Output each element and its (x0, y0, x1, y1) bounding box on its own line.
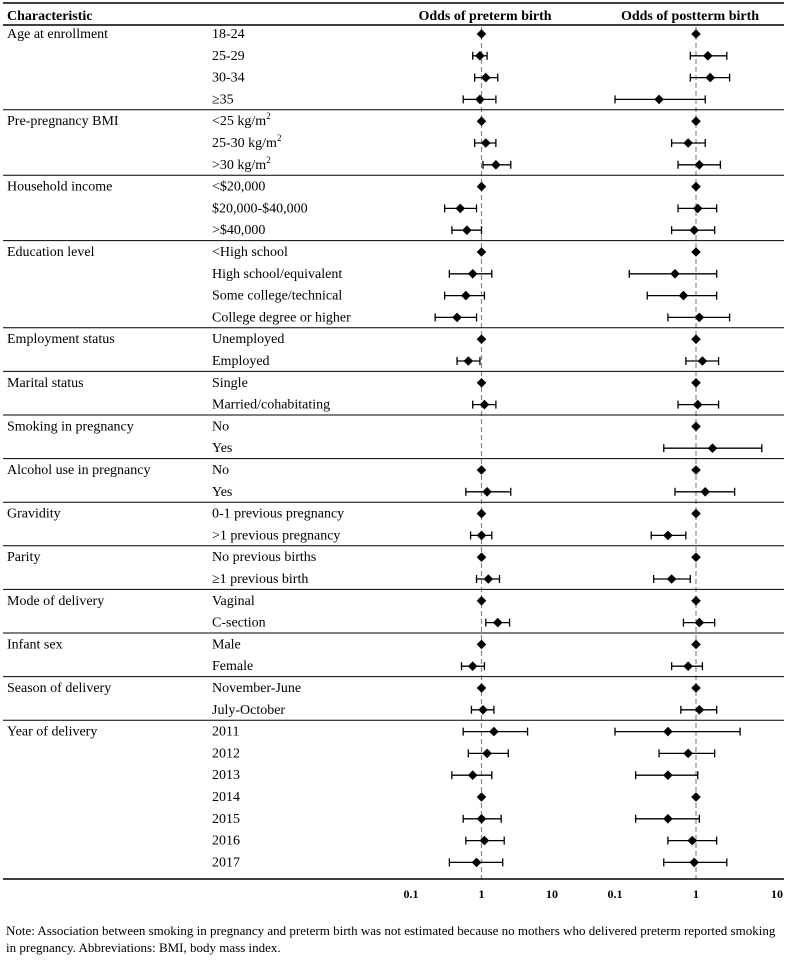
level-label (212, 133, 281, 151)
point-estimate-postterm (691, 792, 701, 802)
level-label-text: >30 kg/m (212, 157, 267, 173)
point-estimate-postterm (708, 443, 718, 453)
level-label (212, 27, 245, 42)
level-label-text: 0-1 previous pregnancy (212, 506, 345, 522)
level-label (212, 245, 288, 260)
level-label-text: ≥1 previous birth (212, 572, 309, 587)
point-estimate-postterm (698, 356, 708, 366)
group-label: Parity (7, 550, 41, 566)
level-label (212, 180, 265, 195)
point-estimate-postterm (683, 138, 693, 148)
point-estimate-preterm (477, 334, 487, 344)
level-label (212, 111, 271, 129)
point-estimate-preterm (475, 95, 485, 105)
point-estimate-postterm (683, 749, 693, 759)
point-estimate-preterm (468, 269, 478, 279)
level-label (212, 398, 330, 413)
header-postterm: Odds of postterm birth (620, 9, 760, 24)
point-estimate-preterm (477, 596, 487, 606)
group-label: Education level (7, 245, 95, 260)
level-label (212, 507, 344, 522)
level-label (212, 790, 240, 805)
point-estimate-preterm (477, 247, 487, 257)
point-estimate-postterm (705, 73, 715, 83)
group-label: Mode of delivery (7, 593, 105, 609)
point-estimate-preterm (477, 182, 487, 192)
point-estimate-postterm (663, 727, 673, 737)
level-label (212, 267, 342, 282)
level-label (212, 681, 301, 696)
point-estimate-preterm (455, 204, 465, 214)
point-estimate-preterm (493, 618, 503, 628)
point-estimate-postterm (689, 858, 699, 868)
point-estimate-preterm (477, 814, 487, 824)
level-label (212, 354, 270, 369)
point-estimate-preterm (477, 29, 487, 39)
point-estimate-postterm (667, 574, 677, 584)
level-label-text: Unemployed (212, 332, 285, 348)
level-label-text: No (212, 463, 230, 478)
level-label-text: 2014 (212, 790, 240, 805)
level-label-text: <High school (212, 245, 288, 260)
level-label-text: Employed (212, 354, 270, 369)
point-estimate-postterm (691, 465, 701, 475)
level-label-text: 25-29 (212, 48, 245, 64)
level-label (212, 528, 340, 543)
point-estimate-preterm (452, 313, 462, 323)
point-estimate-postterm (691, 683, 701, 693)
level-label (212, 572, 308, 587)
level-label (212, 594, 255, 609)
level-label (212, 71, 245, 86)
point-estimate-preterm (464, 356, 474, 366)
point-estimate-postterm (654, 95, 664, 105)
level-label (212, 289, 342, 304)
level-label (212, 376, 248, 391)
group-label: Infant sex (7, 637, 63, 653)
level-label (212, 441, 232, 456)
level-label (212, 201, 308, 216)
point-estimate-postterm (683, 661, 693, 671)
level-label (212, 550, 316, 565)
level-label-text: No previous births (212, 550, 317, 566)
level-label-text: ≥35 (212, 92, 234, 108)
level-label-text: Vaginal (212, 593, 255, 609)
level-label-text: Married/cohabitating (212, 397, 331, 413)
tick-label-preterm: 0.1 (403, 887, 419, 901)
level-label-text: <25 kg/m (212, 114, 267, 130)
point-estimate-preterm (477, 378, 487, 388)
header-characteristic: Characteristic (7, 9, 93, 24)
level-label (212, 463, 229, 478)
tick-label-postterm: 0.1 (607, 887, 623, 901)
level-label-text: 2015 (212, 811, 240, 827)
point-estimate-postterm (691, 422, 701, 432)
level-label-text: >$40,000 (212, 223, 266, 239)
level-label (212, 834, 240, 849)
point-estimate-postterm (691, 509, 701, 519)
point-estimate-postterm (693, 400, 703, 410)
level-label-text: Female (212, 659, 254, 675)
level-label (212, 725, 239, 740)
level-label (212, 616, 266, 631)
level-label-text: 25-30 kg/m (212, 136, 277, 151)
level-label (212, 485, 232, 500)
group-label: Employment status (7, 332, 115, 348)
group-label: Household income (7, 179, 113, 195)
point-estimate-postterm (695, 160, 705, 170)
level-label (212, 703, 285, 718)
level-label (212, 659, 253, 674)
point-estimate-preterm (468, 661, 478, 671)
point-estimate-preterm (491, 160, 501, 170)
level-label-text: 2012 (212, 746, 240, 762)
tick-label-postterm: 10 (771, 887, 783, 901)
point-estimate-preterm (481, 138, 491, 148)
group-label: Gravidity (7, 506, 61, 522)
group-label: Pre-pregnancy BMI (7, 114, 119, 130)
level-label (212, 49, 245, 64)
level-label-superscript: 2 (276, 133, 282, 143)
group-label: Smoking in pregnancy (7, 419, 134, 435)
level-label-text: Yes (212, 484, 233, 500)
level-label-text: High school/equivalent (212, 266, 343, 282)
point-estimate-preterm (477, 116, 487, 126)
level-label-text: College degree or higher (212, 310, 351, 326)
level-label-text: Some college/technical (212, 288, 343, 304)
plot-marks (435, 29, 762, 867)
point-estimate-postterm (691, 334, 701, 344)
point-estimate-postterm (689, 225, 699, 235)
point-estimate-preterm (468, 770, 478, 780)
point-estimate-preterm (477, 531, 487, 541)
point-estimate-preterm (489, 727, 499, 737)
level-label (212, 223, 265, 238)
group-label: Marital status (7, 375, 84, 391)
point-estimate-preterm (482, 749, 492, 759)
point-estimate-postterm (691, 116, 701, 126)
point-estimate-postterm (695, 705, 705, 715)
point-estimate-postterm (691, 640, 701, 650)
level-label (212, 855, 240, 870)
tick-label-preterm: 1 (478, 887, 485, 901)
point-estimate-preterm (482, 487, 492, 497)
point-estimate-preterm (477, 509, 487, 519)
point-estimate-postterm (700, 487, 710, 497)
level-label-text: Yes (212, 441, 233, 457)
point-estimate-postterm (691, 247, 701, 257)
point-estimate-postterm (663, 814, 673, 824)
point-estimate-preterm (478, 705, 488, 715)
level-label (212, 768, 240, 783)
point-estimate-preterm (477, 465, 487, 475)
point-estimate-preterm (477, 792, 487, 802)
point-estimate-postterm (695, 313, 705, 323)
level-label (212, 812, 240, 827)
point-estimate-postterm (691, 182, 701, 192)
level-label-text: 18-24 (212, 27, 245, 42)
level-label-text: >1 previous pregnancy (212, 528, 341, 544)
group-label: Alcohol use in pregnancy (7, 463, 151, 478)
level-label-text: 2013 (212, 768, 240, 784)
tick-label-postterm: 1 (693, 887, 699, 901)
point-estimate-preterm (477, 683, 487, 693)
level-label-text: No (212, 419, 230, 435)
level-label (212, 332, 284, 347)
level-label-text: Single (212, 375, 248, 391)
point-estimate-postterm (691, 29, 701, 39)
level-label (212, 155, 271, 173)
level-label-superscript: 2 (266, 154, 271, 165)
level-label (212, 637, 241, 652)
point-estimate-preterm (477, 552, 487, 562)
group-label: Season of delivery (7, 681, 112, 696)
point-estimate-preterm (484, 574, 494, 584)
table-text (7, 9, 783, 901)
tick-label-preterm: 10 (546, 887, 558, 901)
level-label-text: C-section (212, 615, 266, 631)
point-estimate-postterm (691, 596, 701, 606)
level-label-text: <$20,000 (212, 179, 266, 195)
header-preterm: Odds of preterm birth (418, 9, 552, 24)
level-label-text: 2017 (212, 855, 240, 871)
point-estimate-postterm (663, 770, 673, 780)
level-label-text: November-June (212, 681, 302, 696)
level-label (212, 419, 229, 434)
point-estimate-postterm (679, 291, 689, 301)
level-label-text: 2011 (212, 724, 240, 740)
footnote: Note: Association between smoking in pregnancy and preterm birth was not estimated because no mothers who delivered preterm reported smoking in pregnancy. Abbreviations: BMI, body mass index. (6, 923, 776, 955)
point-estimate-preterm (481, 73, 491, 83)
point-estimate-preterm (475, 51, 485, 61)
point-estimate-postterm (663, 531, 673, 541)
point-estimate-preterm (462, 225, 472, 235)
point-estimate-preterm (461, 291, 471, 301)
level-label (212, 92, 234, 107)
level-label-text: 2016 (212, 833, 240, 849)
level-label (212, 746, 240, 761)
level-label-superscript: 2 (266, 111, 271, 122)
point-estimate-postterm (703, 51, 713, 61)
level-label-text: Male (212, 637, 241, 653)
level-label-text: 30-34 (212, 70, 245, 86)
level-label-text: July-October (212, 702, 286, 718)
point-estimate-preterm (472, 858, 482, 868)
level-label-text: $20,000-$40,000 (212, 201, 308, 217)
point-estimate-postterm (693, 204, 703, 214)
point-estimate-postterm (691, 552, 701, 562)
group-label: Age at enrollment (7, 27, 109, 42)
point-estimate-preterm (477, 640, 487, 650)
table-rules (3, 3, 784, 879)
point-estimate-postterm (670, 269, 680, 279)
group-label: Year of delivery (7, 724, 98, 740)
point-estimate-postterm (691, 378, 701, 388)
level-label (212, 310, 351, 325)
